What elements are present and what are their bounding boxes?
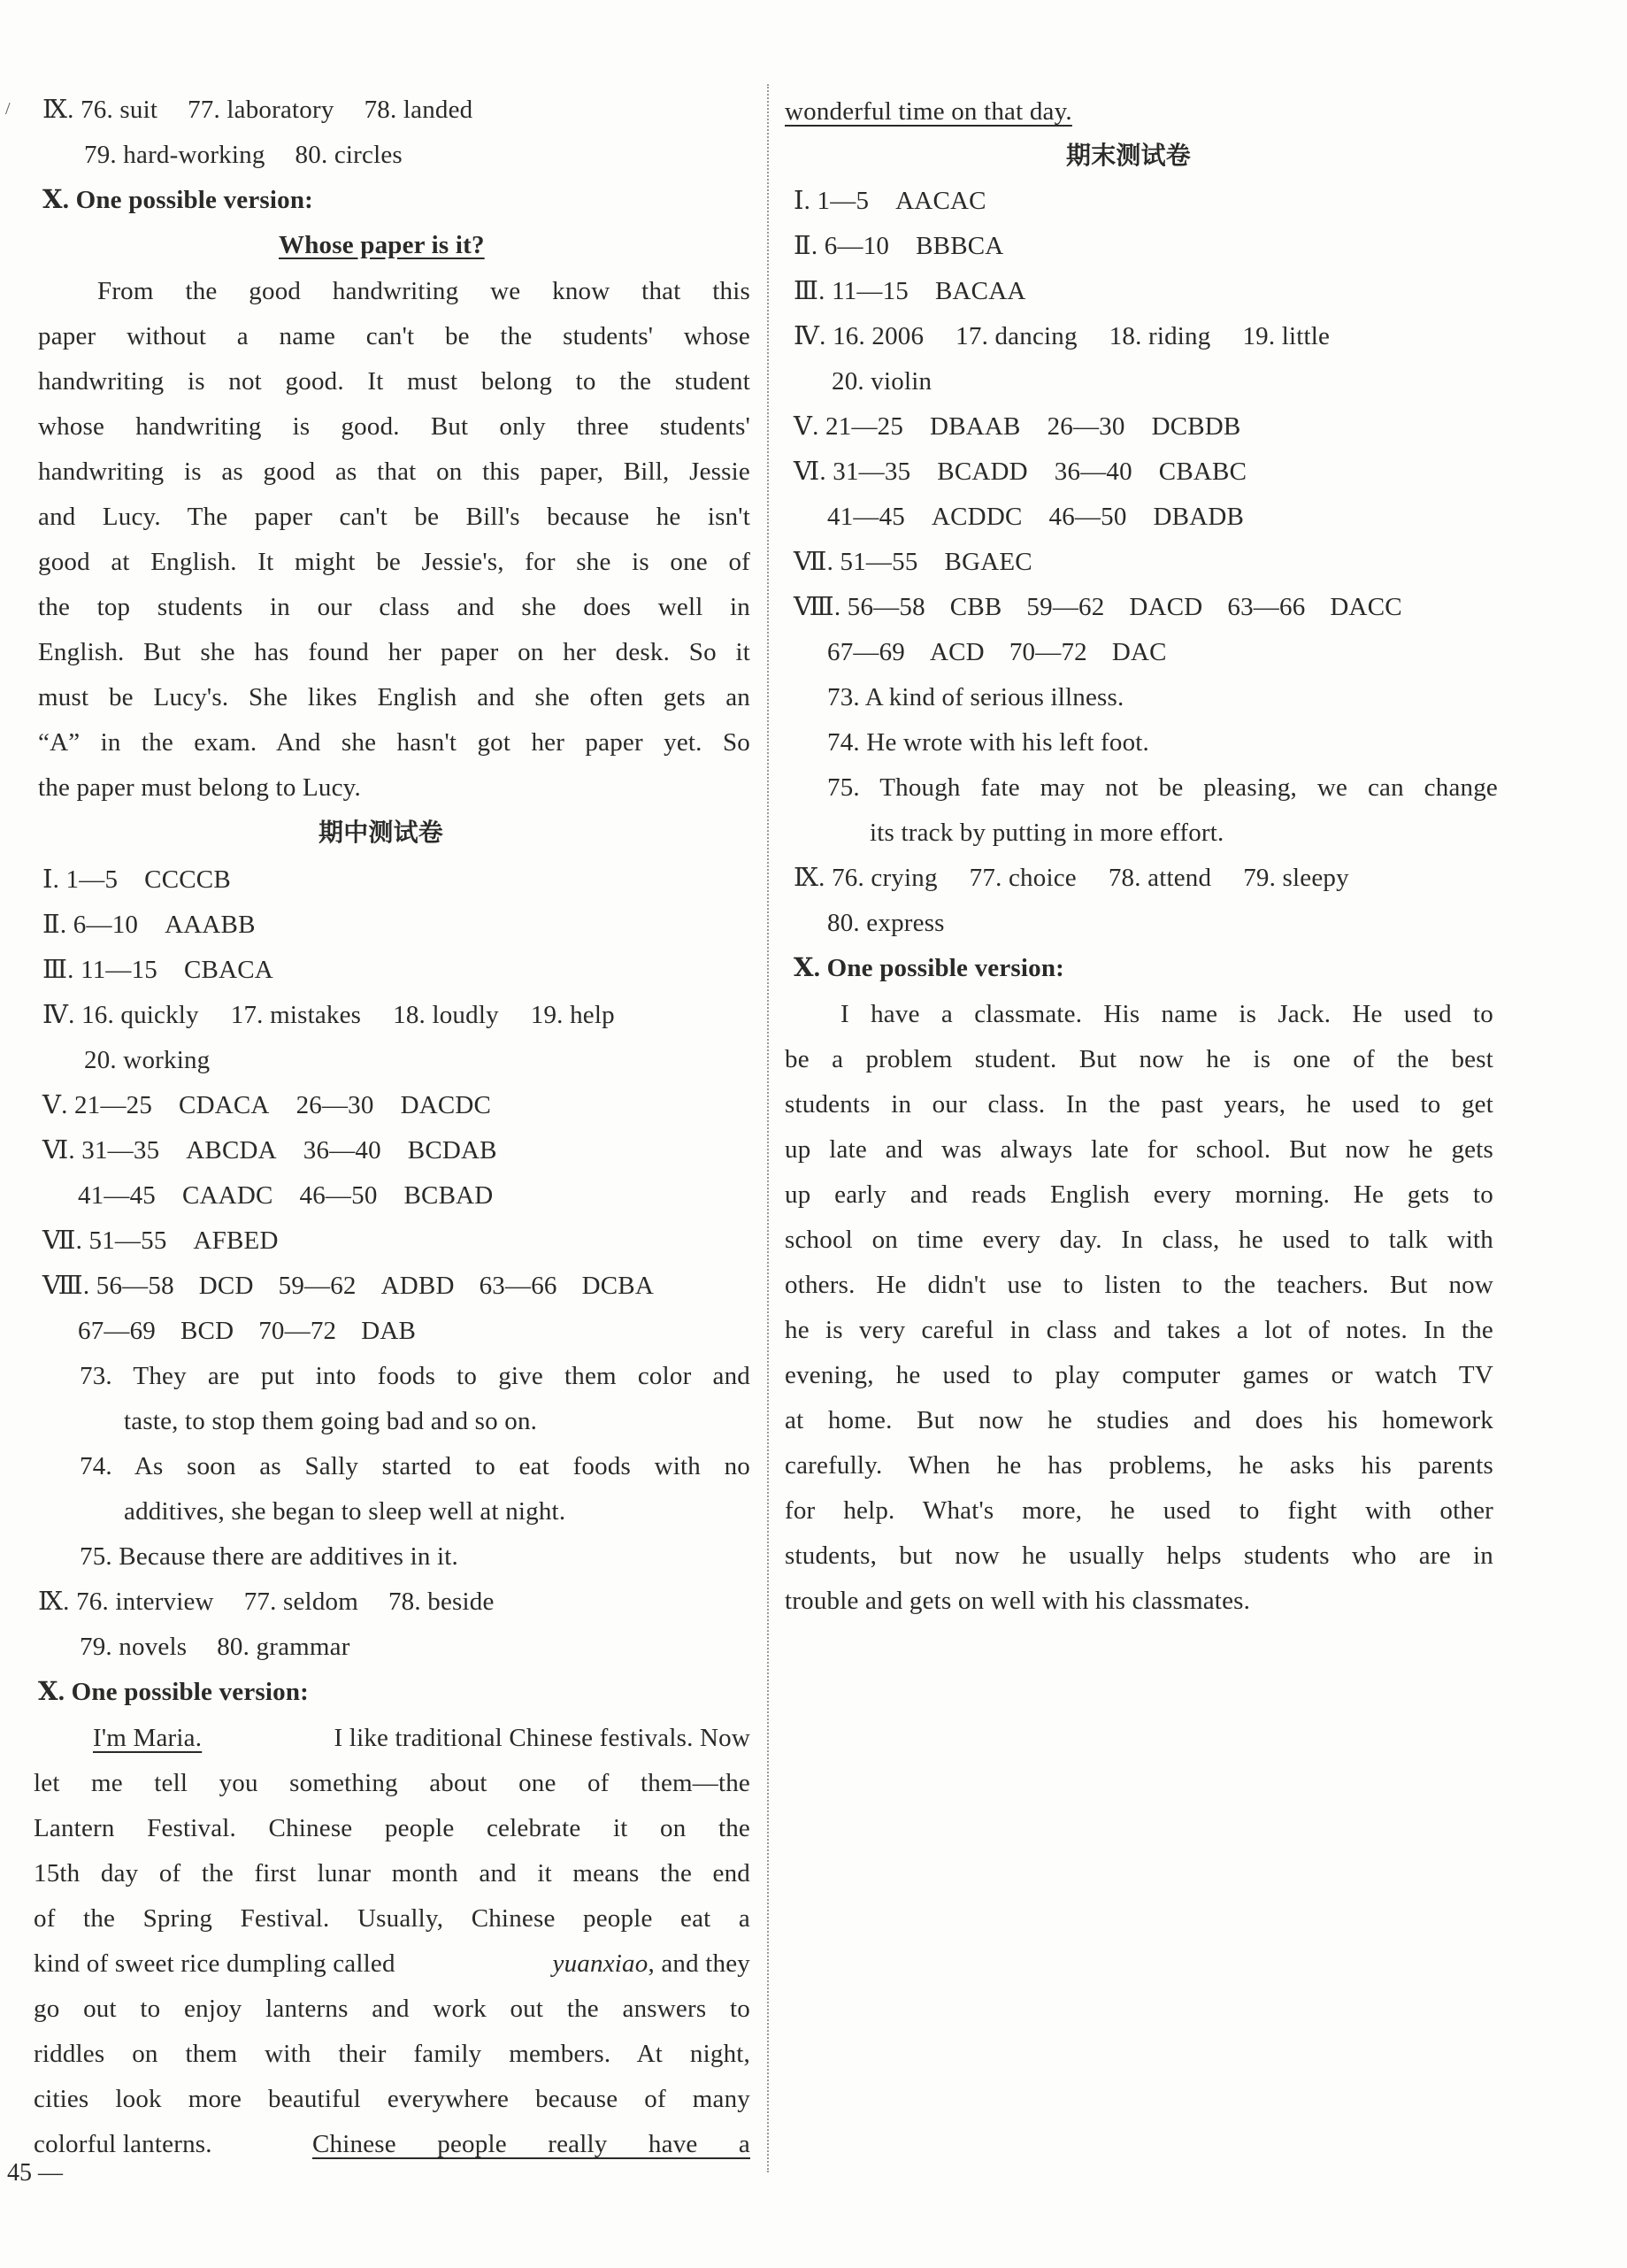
midterm-heading: 期中测试卷 — [318, 818, 444, 847]
answer-line: 20. violin — [832, 367, 932, 396]
answer-line: Ⅶ. 51—55 AFBED — [42, 1226, 279, 1255]
answer-sentence: taste, to stop them going bad and so on. — [124, 1407, 538, 1435]
essay-line: of the Spring Festival. Usually, Chinese people eat a — [34, 1904, 750, 1933]
essay-line: at home. But now he studies and does his homework — [785, 1406, 1493, 1434]
answer-sentence: 75. Though fate may not be pleasing, we can change — [827, 773, 1498, 802]
answer-line: Ⅵ. 31—35 BCADD 36—40 CBABC — [794, 457, 1247, 486]
essay-line: riddles on them with their family members. At night, — [34, 2040, 750, 2068]
essay-line: trouble and gets on well with his classmates. — [785, 1587, 1251, 1615]
answer-line: Ⅴ. 21—25 CDACA 26—30 DACDC — [42, 1091, 492, 1119]
essay-line: up early and reads English every morning. He gets to — [785, 1180, 1493, 1209]
essay-line: the paper must belong to Lucy. — [38, 773, 361, 802]
answer-line-9b: 79. hard-working 80. circles — [84, 141, 403, 169]
essay-line: and Lucy. The paper can't be Bill's because he isn't — [38, 503, 750, 531]
answer-line: Ⅷ. 56—58 DCD 59—62 ADBD 63—66 DCBA — [42, 1272, 654, 1300]
essay-line: students in our class. In the past years, he used to get — [785, 1090, 1493, 1119]
essay-line: he is very careful in class and takes a lot of notes. In the — [785, 1316, 1493, 1344]
answer-sentence: 73. They are put into foods to give them color and — [80, 1362, 750, 1390]
answer-line: 41—45 ACDDC 46—50 DBADB — [827, 503, 1245, 531]
answer-line: Ⅷ. 56—58 CBB 59—62 DACD 63—66 DACC — [794, 593, 1402, 621]
essay-line: up late and was always late for school. But now he gets — [785, 1135, 1493, 1164]
final-exam-heading: 期末测试卷 — [1066, 141, 1192, 170]
answer-line-9a: Ⅸ. 76. suit 77. laboratory 78. landed — [42, 96, 473, 124]
section-label: Ⅹ. One possible version: — [38, 1678, 310, 1706]
essay-line: English. But she has found her paper on her desk. So it — [38, 638, 750, 666]
answer-sentence: 73. A kind of serious illness. — [827, 683, 1124, 711]
answer-line: Ⅵ. 31—35 ABCDA 36—40 BCDAB — [42, 1136, 497, 1165]
essay-line: the top students in our class and she does well in — [38, 593, 750, 621]
essay-line: must be Lucy's. She likes English and she often gets an — [38, 683, 750, 711]
essay-line: let me tell you something about one of them—the — [34, 1769, 750, 1797]
essay-line: others. He didn't use to listen to the teachers. But now — [785, 1271, 1493, 1299]
answer-line: Ⅰ. 1—5 CCCCB — [42, 865, 231, 894]
essay-line: go out to enjoy lanterns and work out the answers to — [34, 1995, 750, 2023]
answer-line: 20. working — [84, 1046, 211, 1074]
essay-line: Lantern Festival. Chinese people celebrate it on the — [34, 1814, 750, 1842]
answer-line: 41—45 CAADC 46—50 BCBAD — [78, 1181, 494, 1210]
essay-line: good at English. It might be Jessie's, for she is one of — [38, 548, 750, 576]
answer-line: Ⅳ. 16. 2006 17. dancing 18. riding 19. little — [794, 322, 1331, 350]
answer-line: 67—69 BCD 70—72 DAB — [78, 1317, 417, 1345]
essay-line: school on time every day. In class, he used to talk with — [785, 1226, 1493, 1254]
essay-line: cities look more beautiful everywhere because of many — [34, 2085, 750, 2113]
essay-line: handwriting is not good. It must belong to the student — [38, 367, 750, 396]
answer-line: Ⅰ. 1—5 AACAC — [794, 187, 986, 215]
essay-continuation: wonderful time on that day. — [785, 97, 1072, 126]
essay-line: for help. What's more, he used to fight with other — [785, 1496, 1493, 1525]
essay-line: carefully. When he has problems, he asks his parents — [785, 1451, 1493, 1480]
answer-line: Ⅸ. 76. interview 77. seldom 78. beside — [38, 1588, 495, 1616]
answer-line: Ⅱ. 6—10 BBBCA — [794, 232, 1004, 260]
answer-line: 80. express — [827, 909, 945, 937]
answer-line: Ⅱ. 6—10 AAABB — [42, 911, 256, 939]
essay-line: handwriting is as good as that on this paper, Bill, Jessie — [38, 457, 750, 486]
answer-line: 67—69 ACD 70—72 DAC — [827, 638, 1167, 666]
essay-line: kind of sweet rice dumpling called yuanxiao, and they — [34, 1949, 750, 1978]
essay-line: “A” in the exam. And she hasn't got her paper yet. So — [38, 728, 750, 757]
column-divider — [767, 84, 769, 2172]
essay-line: paper without a name can't be the students' whose — [38, 322, 750, 350]
essay-line: I have a classmate. His name is Jack. He used to — [840, 1000, 1493, 1028]
page-number: 45 — — [7, 2159, 63, 2187]
answer-sentence: additives, she began to sleep well at night. — [124, 1497, 566, 1526]
section-label: Ⅹ. One possible version: — [42, 186, 314, 214]
essay-line: colorful lanterns. Chinese people really have a — [34, 2130, 750, 2158]
answer-sentence: 74. As soon as Sally started to eat foods with no — [80, 1452, 750, 1480]
answer-sentence: 74. He wrote with his left foot. — [827, 728, 1150, 757]
essay-line: evening, he used to play computer games or watch TV — [785, 1361, 1493, 1389]
essay-line: I'm Maria. I like traditional Chinese festivals. Now — [93, 1724, 750, 1752]
essay-line: whose handwriting is good. But only three students' — [38, 412, 750, 441]
answer-line: Ⅲ. 11—15 BACAA — [794, 277, 1026, 305]
essay-line: be a problem student. But now he is one of the best — [785, 1045, 1493, 1073]
answer-line: Ⅲ. 11—15 CBACA — [42, 956, 273, 984]
section-label: Ⅹ. One possible version: — [794, 954, 1065, 982]
essay-line: students, but now he usually helps students who are in — [785, 1541, 1493, 1570]
essay-line: From the good handwriting we know that this — [97, 277, 750, 305]
answer-line: 79. novels 80. grammar — [80, 1633, 350, 1661]
essay-line: 15th day of the first lunar month and it means the end — [34, 1859, 750, 1887]
answer-line: Ⅶ. 51—55 BGAEC — [794, 548, 1032, 576]
answer-sentence: its track by putting in more effort. — [870, 819, 1224, 847]
answer-sentence: 75. Because there are additives in it. — [80, 1542, 458, 1571]
essay-title: Whose paper is it? — [279, 231, 485, 259]
edge-mark: / — [5, 99, 11, 119]
answer-line: Ⅳ. 16. quickly 17. mistakes 18. loudly 19. help — [42, 1001, 615, 1029]
answer-line: Ⅴ. 21—25 DBAAB 26—30 DCBDB — [794, 412, 1241, 441]
answer-line: Ⅸ. 76. crying 77. choice 78. attend 79. sleepy — [794, 864, 1349, 892]
